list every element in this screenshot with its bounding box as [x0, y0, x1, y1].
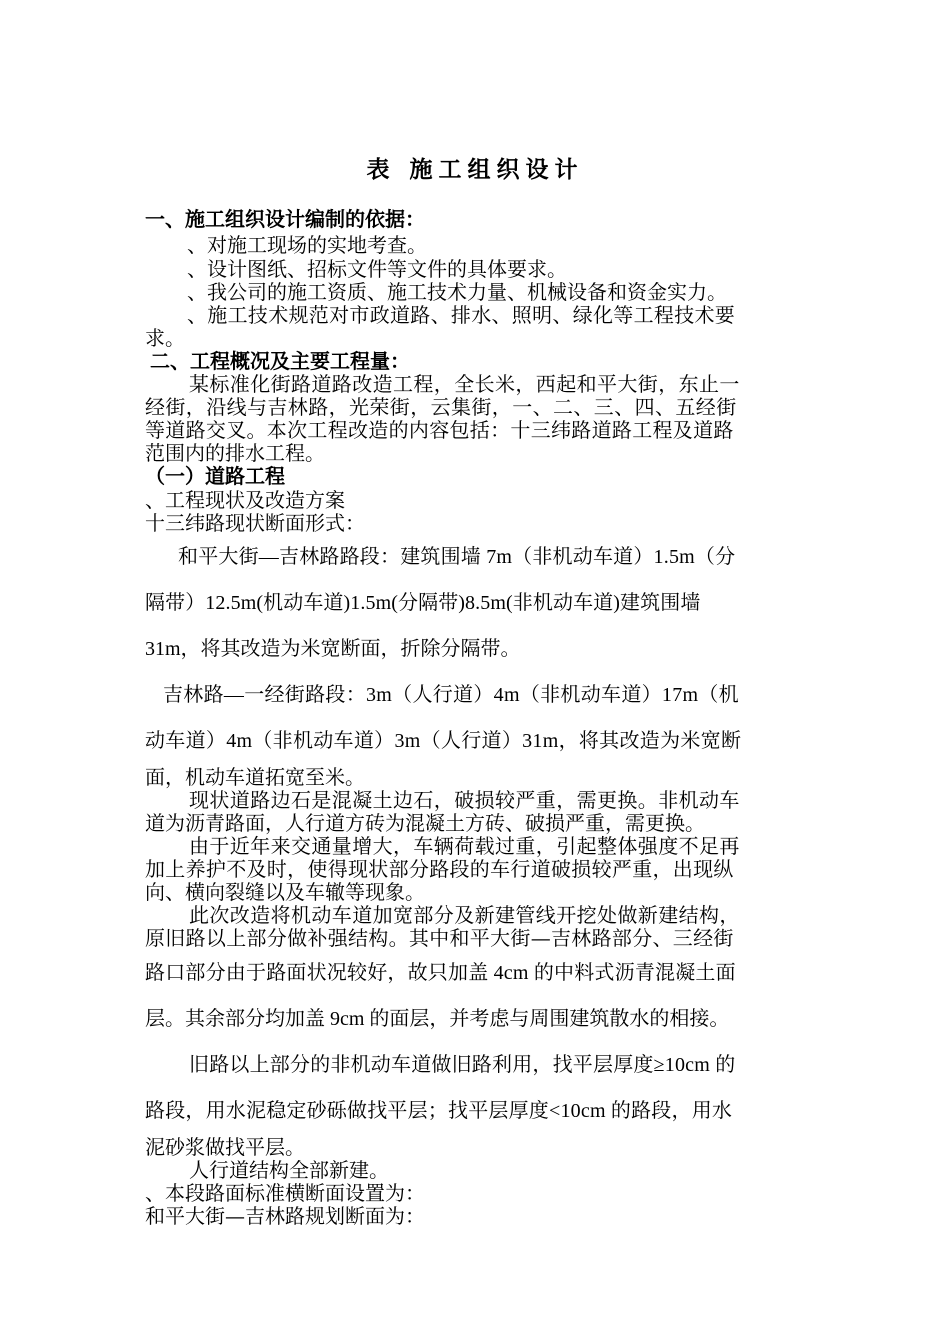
paragraph-line: 经街，沿线与吉林路，光荣街，云集街，一、二、三、四、五经街	[145, 395, 737, 419]
paragraph-line: 向、横向裂缝以及车辙等现象。	[145, 880, 425, 904]
paragraph-line: 加上养护不及时，使得现状部分路段的车行道破损较严重，出现纵	[145, 857, 734, 881]
paragraph-line: 路口部分由于路面状况较好，故只加盖 4cm 的中料式沥青混凝土面	[145, 962, 736, 984]
paragraph-line: 原旧路以上部分做补强结构。其中和平大街—吉林路部分、三经街	[145, 926, 734, 950]
paragraph-line: 泥砂浆做找平层。	[145, 1135, 305, 1159]
paragraph-line: 吉林路—一经街路段：3m（人行道）4m（非机动车道）17m（机	[163, 684, 739, 706]
paragraph-line: 范围内的排水工程。	[145, 441, 325, 465]
paragraph-line: 31m，将其改造为米宽断面，折除分隔带。	[145, 638, 521, 660]
paragraph-line: 人行道结构全部新建。	[189, 1158, 389, 1182]
paragraph-line: 和平大街—吉林路路段：建筑围墙 7m（非机动车道）1.5m（分	[178, 546, 736, 568]
document-title: 表 施工组织设计	[366, 157, 584, 183]
paragraph-line: 由于近年来交通量增大，车辆荷载过重，引起整体强度不足再	[189, 834, 740, 858]
paragraph-line: 层。其余部分均加盖 9cm 的面层，并考虑与周围建筑散水的相接。	[145, 1008, 730, 1030]
paragraph-line: 隔带）12.5m(机动车道)1.5m(分隔带)8.5m(非机动车道)建筑围墙	[145, 592, 701, 614]
paragraph-line: 、对施工现场的实地考查。	[187, 233, 427, 257]
paragraph-line: 面，机动车道拓宽至米。	[145, 765, 365, 789]
paragraph-line: 等道路交叉。本次工程改造的内容包括：十三纬路道路工程及道路	[145, 418, 734, 442]
paragraph-line: 某标准化街路道路改造工程，全长米，西起和平大街，东止一	[189, 372, 740, 396]
paragraph-line: 、工程现状及改造方案	[145, 488, 345, 512]
subsection-heading-road: （一）道路工程	[145, 464, 285, 488]
paragraph-line: 道为沥青路面，人行道方砖为混凝土方砖、破损严重，需更换。	[145, 811, 705, 835]
paragraph-line: 、本段路面标准横断面设置为：	[145, 1181, 425, 1205]
section-heading-basis: 一、施工组织设计编制的依据：	[145, 207, 425, 231]
paragraph-line: 路段，用水泥稳定砂砾做找平层；找平层厚度<10cm 的路段，用水	[145, 1100, 733, 1122]
paragraph-line: 十三纬路现状断面形式：	[145, 511, 365, 535]
paragraph-line: 旧路以上部分的非机动车道做旧路利用，找平层厚度≥10cm 的	[189, 1054, 736, 1076]
paragraph-line: 、施工技术规范对市政道路、排水、照明、绿化等工程技术要	[187, 303, 736, 327]
paragraph-line: 、设计图纸、招标文件等文件的具体要求。	[187, 257, 567, 281]
paragraph-line: 此次改造将机动车道加宽部分及新建管线开挖处做新建结构，	[189, 903, 740, 927]
paragraph-line: 和平大街—吉林路规划断面为：	[145, 1204, 425, 1228]
paragraph-line: 动车道）4m（非机动车道）3m（人行道）31m，将其改造为米宽断	[145, 730, 742, 752]
section-heading-overview: 二、工程概况及主要工程量：	[150, 349, 410, 373]
paragraph-line: 求。	[145, 326, 185, 350]
paragraph-line: 现状道路边石是混凝土边石，破损较严重，需更换。非机动车	[189, 788, 740, 812]
paragraph-line: 、我公司的施工资质、施工技术力量、机械设备和资金实力。	[187, 280, 727, 304]
